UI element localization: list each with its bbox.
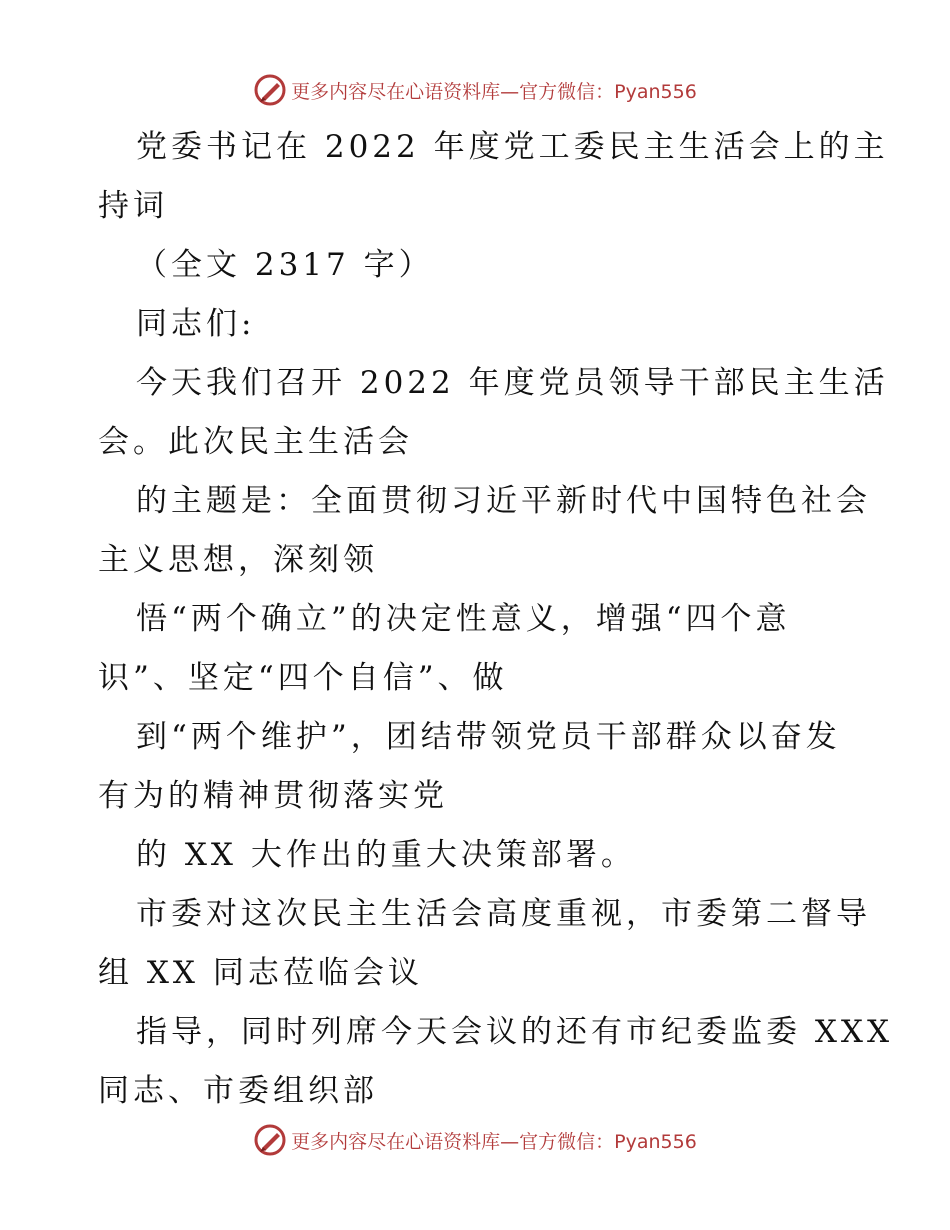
paragraph-line: 识”、坚定“四个自信”、做 — [98, 660, 508, 696]
paragraph-line: 今天我们召开 2022 年度党员领导干部民主生活 — [136, 365, 889, 401]
salutation: 同志们: — [136, 306, 256, 342]
paragraph-line: 主义思想，深刻领 — [98, 542, 378, 578]
header-watermark — [0, 70, 950, 110]
paragraph-line: 组 XX 同志莅临会议 — [98, 955, 423, 991]
paragraph-line: 会。此次民主生活会 — [98, 424, 413, 460]
brush-pen-logo-icon — [253, 1123, 287, 1157]
title-line-1: 党委书记在 2022 年度党工委民主生活会上的主 — [136, 129, 889, 165]
paragraph-line: 悟“两个确立”的决定性意义，增强“四个意 — [136, 601, 791, 637]
document-body — [98, 118, 894, 1121]
footer-watermark — [0, 1120, 950, 1160]
paragraph-line: 同志、市委组织部 — [98, 1073, 378, 1109]
paragraph-line: 指导，同时列席今天会议的还有市纪委监委 XXX — [136, 1014, 894, 1050]
paragraph-line: 有为的精神贯彻落实党 — [98, 778, 448, 814]
brush-pen-logo-icon — [253, 73, 287, 107]
paragraph-line: 到“两个维护”，团结带领党员干部群众以奋发 — [136, 719, 841, 755]
header-text: 更多内容尽在心语资料库—官方微信：Pyan556 — [291, 80, 697, 103]
paragraph-line: 市委对这次民主生活会高度重视，市委第二督导 — [136, 896, 871, 932]
title-line-2: 持词 — [98, 188, 168, 224]
word-count: （全文 2317 字） — [136, 247, 434, 283]
footer-text: 更多内容尽在心语资料库—官方微信：Pyan556 — [291, 1130, 697, 1153]
paragraph-line: 的 XX 大作出的重大决策部署。 — [136, 837, 636, 873]
paragraph-line: 的主题是：全面贯彻习近平新时代中国特色社会 — [136, 483, 871, 519]
